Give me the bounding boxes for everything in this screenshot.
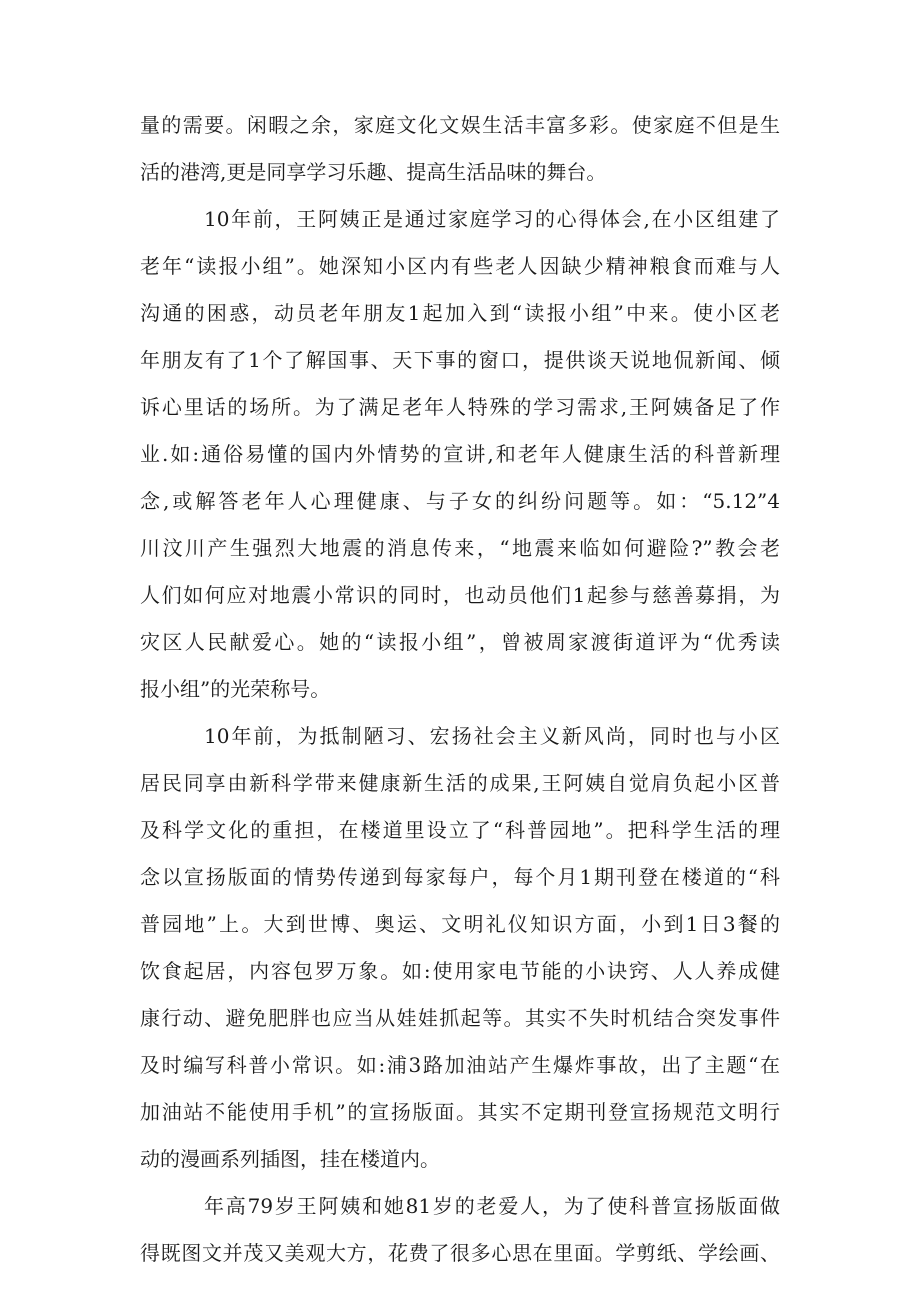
text-line: 念,或解答老年人心理健康、与子女的纠纷问题等。如：“5.12”4 [140, 489, 780, 513]
text-line: 10年前，为抵制陋习、宏扬社会主义新风尚，同时也与小区 [204, 724, 780, 748]
text-line: 念以宣扬版面的情势传递到每家每户，每个月1期刊登在楼道的“科 [140, 865, 780, 889]
text-line: 老年“读报小组”。她深知小区内有些老人因缺少精神粮食而难与人 [140, 254, 780, 278]
text-line: 10年前，王阿姨正是通过家庭学习的心得体会,在小区组建了 [204, 207, 780, 231]
text-line: 沟通的困惑，动员老年朋友1起加入到“读报小组”中来。使小区老 [140, 301, 780, 325]
text-line: 量的需要。闲暇之余，家庭文化文娱生活丰富多彩。使家庭不但是生 [140, 113, 780, 137]
text-line: 川汶川产生强烈大地震的消息传来，“地震来临如何避险?”教会老 [140, 536, 780, 560]
text-line: 普园地”上。大到世博、奥运、文明礼仪知识方面，小到1日3餐的 [140, 912, 780, 936]
text-line: 活的港湾,更是同享学习乐趣、提高生活品味的舞台。 [140, 160, 607, 184]
text-line: 加油站不能使用手机”的宣扬版面。其实不定期刊登宣扬规范文明行 [140, 1100, 780, 1124]
text-line: 及时编写科普小常识。如:浦3路加油站产生爆炸事故，出了主题“在 [140, 1053, 780, 1077]
text-line: 动的漫画系列插图，挂在楼道内。 [140, 1147, 440, 1171]
text-line: 诉心里话的场所。为了满足老年人特殊的学习需求,王阿姨备足了作 [140, 395, 780, 419]
text-line: 年高79岁王阿姨和她81岁的老爱人，为了使科普宣扬版面做 [204, 1194, 780, 1218]
text-line: 报小组”的光荣称号。 [140, 677, 331, 701]
document-body [140, 102, 780, 1277]
text-line: 得既图文并茂又美观大方，花费了很多心思在里面。学剪纸、学绘画、 [140, 1241, 780, 1265]
text-line: 饮食起居，内容包罗万象。如:使用家电节能的小诀窍、人人养成健 [140, 959, 780, 983]
text-line: 业.如:通俗易懂的国内外情势的宣讲,和老年人健康生活的科普新理 [140, 442, 780, 466]
text-line: 康行动、避免肥胖也应当从娃娃抓起等。其实不失时机结合突发事件 [140, 1006, 780, 1030]
text-line: 居民同享由新科学带来健康新生活的成果,王阿姨自觉肩负起小区普 [140, 771, 780, 795]
text-line: 及科学文化的重担，在楼道里设立了“科普园地”。把科学生活的理 [140, 818, 780, 842]
text-line: 人们如何应对地震小常识的同时，也动员他们1起参与慈善募捐，为 [140, 583, 780, 607]
text-line: 年朋友有了1个了解国事、天下事的窗口，提供谈天说地侃新闻、倾 [140, 348, 780, 372]
text-line: 灾区人民献爱心。她的“读报小组”，曾被周家渡街道评为“优秀读 [140, 630, 780, 654]
